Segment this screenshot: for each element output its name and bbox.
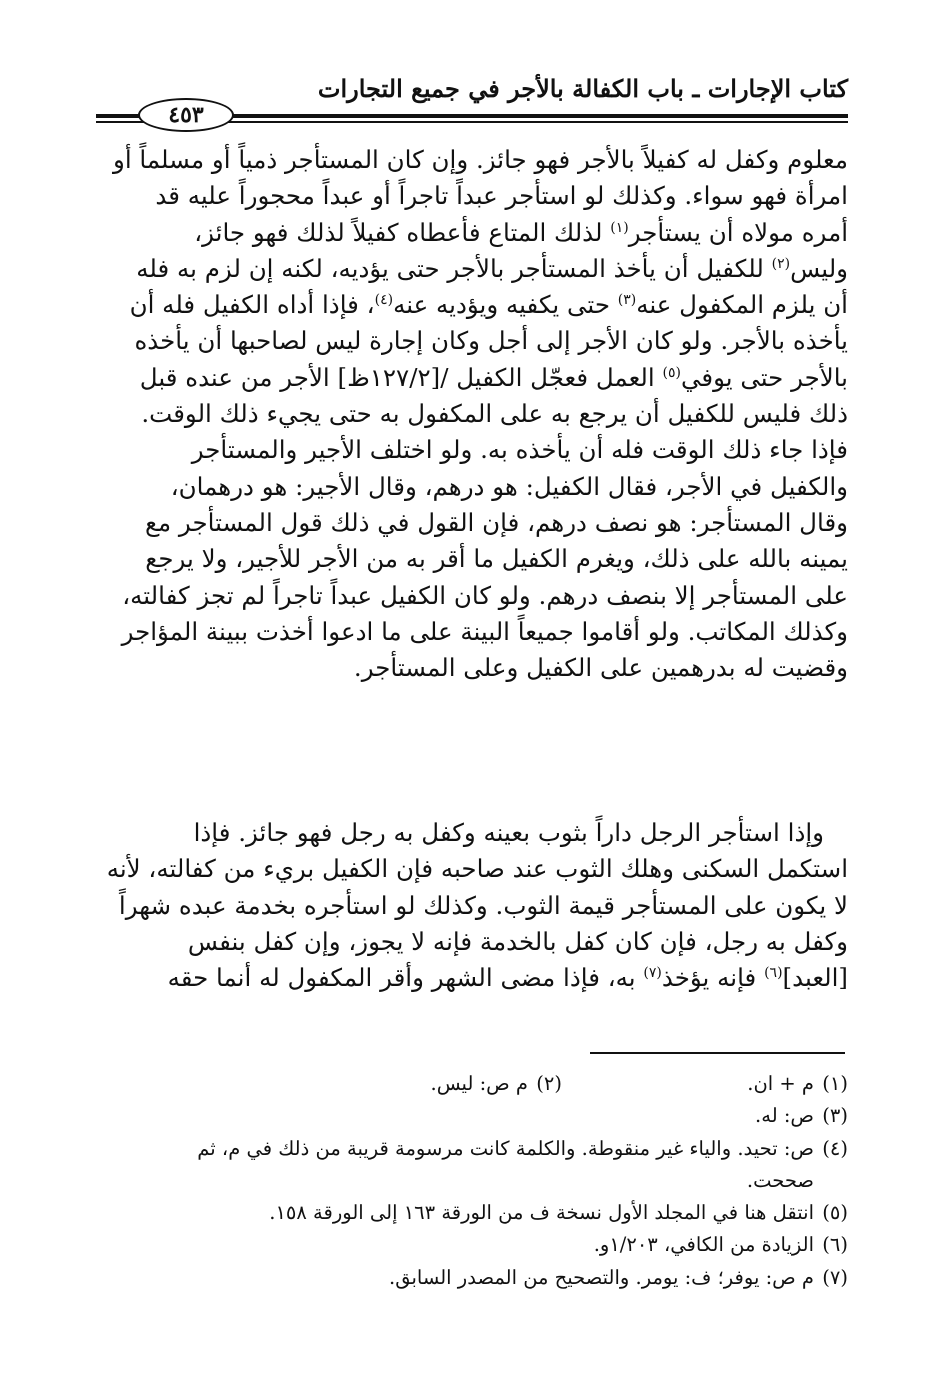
text-line: استكمل السكنى وهلك الثوب عند صاحبه فإن الكفيل بريء من كفالته، لأنه: [106, 854, 848, 884]
text-segment: [العبد]: [782, 963, 848, 993]
text-segment: حتى يكفيه ويؤديه عنه: [393, 290, 610, 320]
footnote-text: م ص: يوفر؛ ف: يومر. والتصحيح من المصدر السابق.: [389, 1265, 814, 1289]
footnote-text: انتقل هنا في المجلد الأول نسخة ف من الورقة ١٦٣ إلى الورقة ١٥٨.: [269, 1201, 814, 1225]
footnote-text: ص: له.: [755, 1104, 814, 1128]
footnote-mark: (٦): [764, 965, 783, 982]
text-line: وقضيت له بدرهمين على الكفيل وعلى المستأجر.: [353, 653, 848, 683]
text-line: وكفل به رجل، فإن كان كفل بالخدمة فإنه لا يجوز، وإن كفل بنفس: [187, 926, 848, 956]
footnote-4-continued: صححت.: [746, 1168, 814, 1192]
footnote-number: (٣): [822, 1104, 848, 1128]
footnote-mark: (٤): [374, 292, 394, 309]
footnote-6: [96, 1229, 848, 1261]
text-line: امرأة فهو سواء. وكذلك لو استأجر عبداً تاجراً أو عبداً محجوراً عليه قد: [155, 181, 848, 211]
text-line: [96, 960, 848, 996]
text-line: [96, 360, 848, 396]
footnote-4: [96, 1133, 848, 1165]
footnote-2: [276, 1068, 562, 1100]
text-segment: به، فإذا مضى الشهر وأقر المكفول له أنما حقه: [167, 963, 636, 993]
text-line: وكذلك المكاتب. ولو أقاموا جميعاً البينة على ما ادعوا أخذت ببينة المؤاجر: [121, 616, 848, 646]
footnote-number: (٦): [822, 1233, 848, 1257]
footnote-number: (٥): [822, 1201, 848, 1225]
text-segment: بالأجر حتى يوفي: [680, 362, 848, 392]
footnote-mark: (٣): [617, 292, 637, 309]
page-header: [96, 70, 848, 128]
paragraph-1: [96, 142, 848, 686]
text-line: وقال المستأجر: هو نصف درهم، فإن القول في ذلك قول المستأجر مع: [144, 507, 848, 537]
text-line: لا يكون على المستأجر قيمة الثوب. وكذلك لو استأجره بخدمة عبده شهراً: [118, 890, 848, 920]
text-line: [96, 287, 848, 323]
text-line: [96, 251, 848, 287]
footnote-text: م ص: ليس.: [430, 1072, 528, 1095]
text-line: يأخذه بالأجر. ولو كان الأجر إلى أجل وكان إجارة ليس لصاحبها أن يأخذه: [134, 326, 848, 356]
footnote-number: (١): [822, 1072, 848, 1095]
text-line: فإذا جاء ذلك الوقت فله أن يأخذه به. ولو اختلف الأجير والمستأجر: [191, 435, 848, 465]
footnote-separator: [590, 1052, 845, 1054]
text-line: معلوم وكفل له كفيلاً بالأجر فهو جائز. وإن كان المستأجر ذمياً أو مسلماً أو: [113, 145, 848, 174]
footnote-number: (٧): [822, 1265, 848, 1289]
footnote-text: م + ان.: [747, 1072, 814, 1095]
footnote-number: (٤): [822, 1136, 848, 1160]
footnote-number: (٢): [536, 1072, 562, 1095]
footnote-1: [562, 1068, 848, 1100]
text-segment: فإنه يؤخذ: [661, 963, 757, 993]
text-segment: للكفيل أن يأخذ المستأجر بالأجر حتى يؤديه، لكنه إن لزم به فله: [136, 253, 764, 283]
text-line: وإذا استأجر الرجل داراً بثوب بعينه وكفل به رجل فهو جائز. فإذا: [193, 818, 824, 847]
text-segment: ، فإذا أداه الكفيل فله أن: [129, 290, 375, 320]
text-segment: أن يلزم المكفول عنه: [636, 290, 848, 320]
text-segment: العمل فعجّل الكفيل /[١٢٧/٢ظ] الأجر من عنده قبل: [139, 362, 655, 392]
footnote-text: الزيادة من الكافي، ١/٢٠٣و.: [593, 1233, 814, 1257]
footnote-5: [96, 1197, 848, 1229]
text-segment: وليس: [790, 253, 848, 283]
footnote-mark: (٢): [771, 255, 791, 272]
footnote-text: ص: تحيد. والياء غير منقوطة. والكلمة كانت مرسومة قريبة من ذلك في م، ثم: [197, 1136, 814, 1160]
footnotes: [96, 1068, 848, 1294]
page-number: ٤٥٣: [138, 98, 234, 132]
text-line: ذلك فليس للكفيل أن يرجع به على المكفول به حتى يجيء ذلك الوقت.: [141, 399, 848, 429]
text-line: [96, 215, 848, 251]
text-segment: أمره مولاه أن يستأجر: [628, 217, 848, 247]
footnote-mark: (١): [610, 219, 629, 236]
text-line: يمينه بالله على ذلك، ويغرم الكفيل ما أقر به من الأجر للأجير، ولا يرجع: [145, 544, 848, 574]
footnote-mark: (٧): [643, 965, 662, 982]
footnote-3: [96, 1100, 848, 1132]
footnote-mark: (٥): [662, 364, 681, 381]
text-line: والكفيل في الأجر، فقال الكفيل: هو درهم، وقال الأجير: هو درهمان،: [170, 471, 848, 501]
footnote-row: [96, 1068, 848, 1100]
running-title: كتاب الإجارات ـ باب الكفالة بالأجر في جميع التجارات: [317, 74, 848, 103]
paragraph-2: [96, 815, 848, 996]
footnote-7: [96, 1262, 848, 1294]
text-line: على المستأجر إلا بنصف درهم. ولو كان الكفيل عبداً تاجراً لم تجز كفالته،: [122, 580, 848, 610]
text-segment: لذلك المتاع فأعطاه كفيلاً لذلك فهو جائز،: [194, 217, 603, 247]
